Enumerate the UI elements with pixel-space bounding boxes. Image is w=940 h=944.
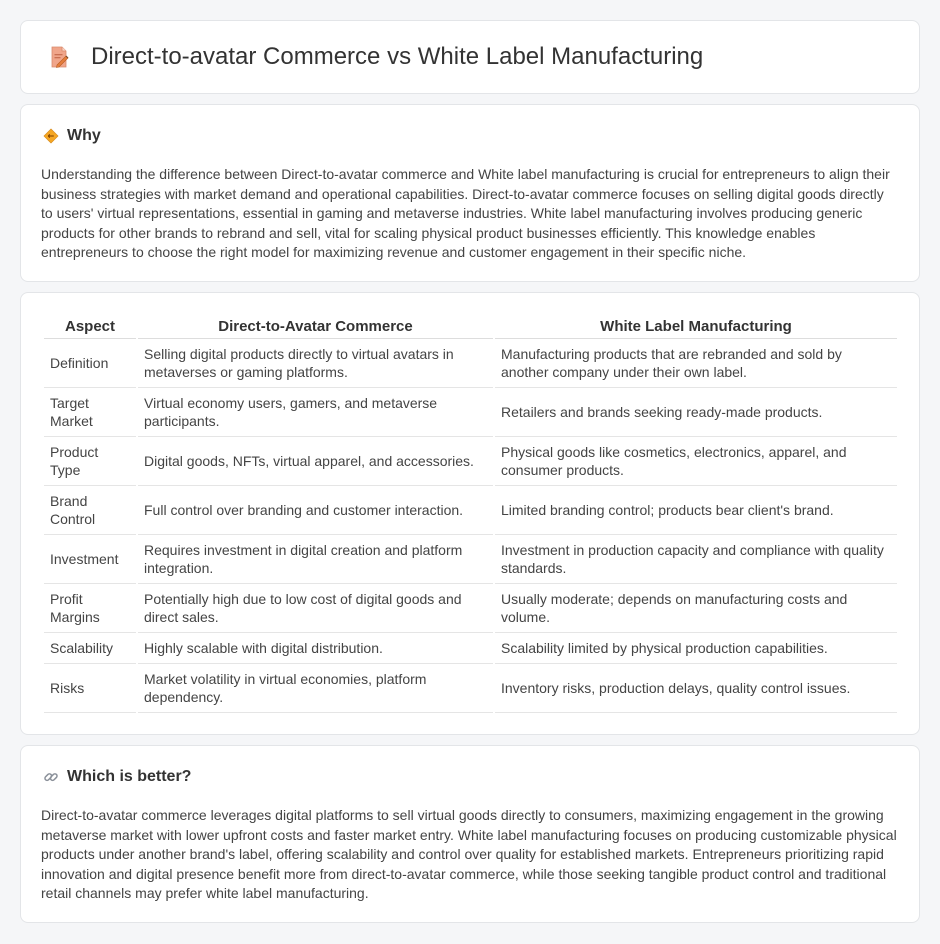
aspect-cell: Definition: [44, 339, 136, 388]
wlm-cell: Usually moderate; depends on manufacturing costs and volume.: [495, 584, 897, 633]
wlm-cell: Inventory risks, production delays, quality control issues.: [495, 664, 897, 713]
which-is-better-section: [20, 745, 920, 923]
dta-cell: Digital goods, NFTs, virtual apparel, and accessories.: [138, 437, 493, 486]
table-row: [44, 339, 897, 388]
document-pencil-icon: [47, 45, 71, 69]
dta-cell: Market volatility in virtual economies, platform dependency.: [138, 664, 493, 713]
dta-cell: Highly scalable with digital distribution.: [138, 633, 493, 664]
wlm-cell: Limited branding control; products bear client's brand.: [495, 486, 897, 535]
aspect-cell: Brand Control: [44, 486, 136, 535]
why-section: [20, 104, 920, 282]
dta-cell: Requires investment in digital creation and platform integration.: [138, 535, 493, 584]
which-is-better-text: Direct-to-avatar commerce leverages digital platforms to sell virtual goods directly to consumers, maximizing engagement in the growing metaverse market with lower upfront costs and faster market entry. White label manufacturing focuses on producing customizable physical products under another brand's label, offering scalability and control over quality for established markets. Entrepreneurs prioritizing rapid innovation and digital presence benefit more from direct-to-avatar commerce, while those seeking tangible product control and traditional retail channels may prefer white label manufacturing.: [41, 807, 897, 902]
dta-cell: Full control over branding and customer interaction.: [138, 486, 493, 535]
wlm-cell: Investment in production capacity and compliance with quality standards.: [495, 535, 897, 584]
table-row: [44, 486, 897, 535]
aspect-cell: Scalability: [44, 633, 136, 664]
table-row: [44, 388, 897, 437]
table-row: [44, 633, 897, 664]
wlm-cell: Manufacturing products that are rebranded and sold by another company under their own label.: [495, 339, 897, 388]
table-row: [44, 664, 897, 713]
title-card: [20, 20, 920, 94]
page-title: Direct-to-avatar Commerce vs White Label Manufacturing: [91, 43, 704, 70]
dta-cell: Selling digital products directly to virtual avatars in metaverses or gaming platforms.: [138, 339, 493, 388]
why-title: Why: [67, 127, 101, 144]
comparison-table-card: [20, 292, 920, 735]
header-aspect: Aspect: [44, 315, 136, 339]
table-row: [44, 535, 897, 584]
table-header-row: [44, 315, 897, 339]
aspect-cell: Product Type: [44, 437, 136, 486]
table-row: [44, 584, 897, 633]
header-direct-to-avatar: Direct-to-Avatar Commerce: [138, 315, 493, 339]
diamond-arrows-icon: [43, 128, 59, 144]
wlm-cell: Retailers and brands seeking ready-made products.: [495, 388, 897, 437]
link-icon: [43, 769, 59, 785]
aspect-cell: Profit Margins: [44, 584, 136, 633]
which-is-better-title: Which is better?: [67, 768, 192, 785]
header-white-label: White Label Manufacturing: [495, 315, 897, 339]
dta-cell: Virtual economy users, gamers, and metaverse participants.: [138, 388, 493, 437]
wlm-cell: Scalability limited by physical production capabilities.: [495, 633, 897, 664]
why-text: Understanding the difference between Direct-to-avatar commerce and White label manufacturing is crucial for entrepreneurs to align their business strategies with market demand and operational capabilities. Direct-to-avatar commerce focuses on selling digital goods directly to users' virtual representations, essential in gaming and metaverse industries. White label manufacturing involves producing generic products for other brands to rebrand and sell, vital for scaling physical product businesses efficiently. This knowledge enables entrepreneurs to choose the right model for maximizing revenue and customer engagement in their specific niche.: [41, 166, 890, 261]
dta-cell: Potentially high due to low cost of digital goods and direct sales.: [138, 584, 493, 633]
aspect-cell: Investment: [44, 535, 136, 584]
aspect-cell: Target Market: [44, 388, 136, 437]
comparison-table: [42, 315, 899, 713]
table-row: [44, 437, 897, 486]
wlm-cell: Physical goods like cosmetics, electronics, apparel, and consumer products.: [495, 437, 897, 486]
aspect-cell: Risks: [44, 664, 136, 713]
